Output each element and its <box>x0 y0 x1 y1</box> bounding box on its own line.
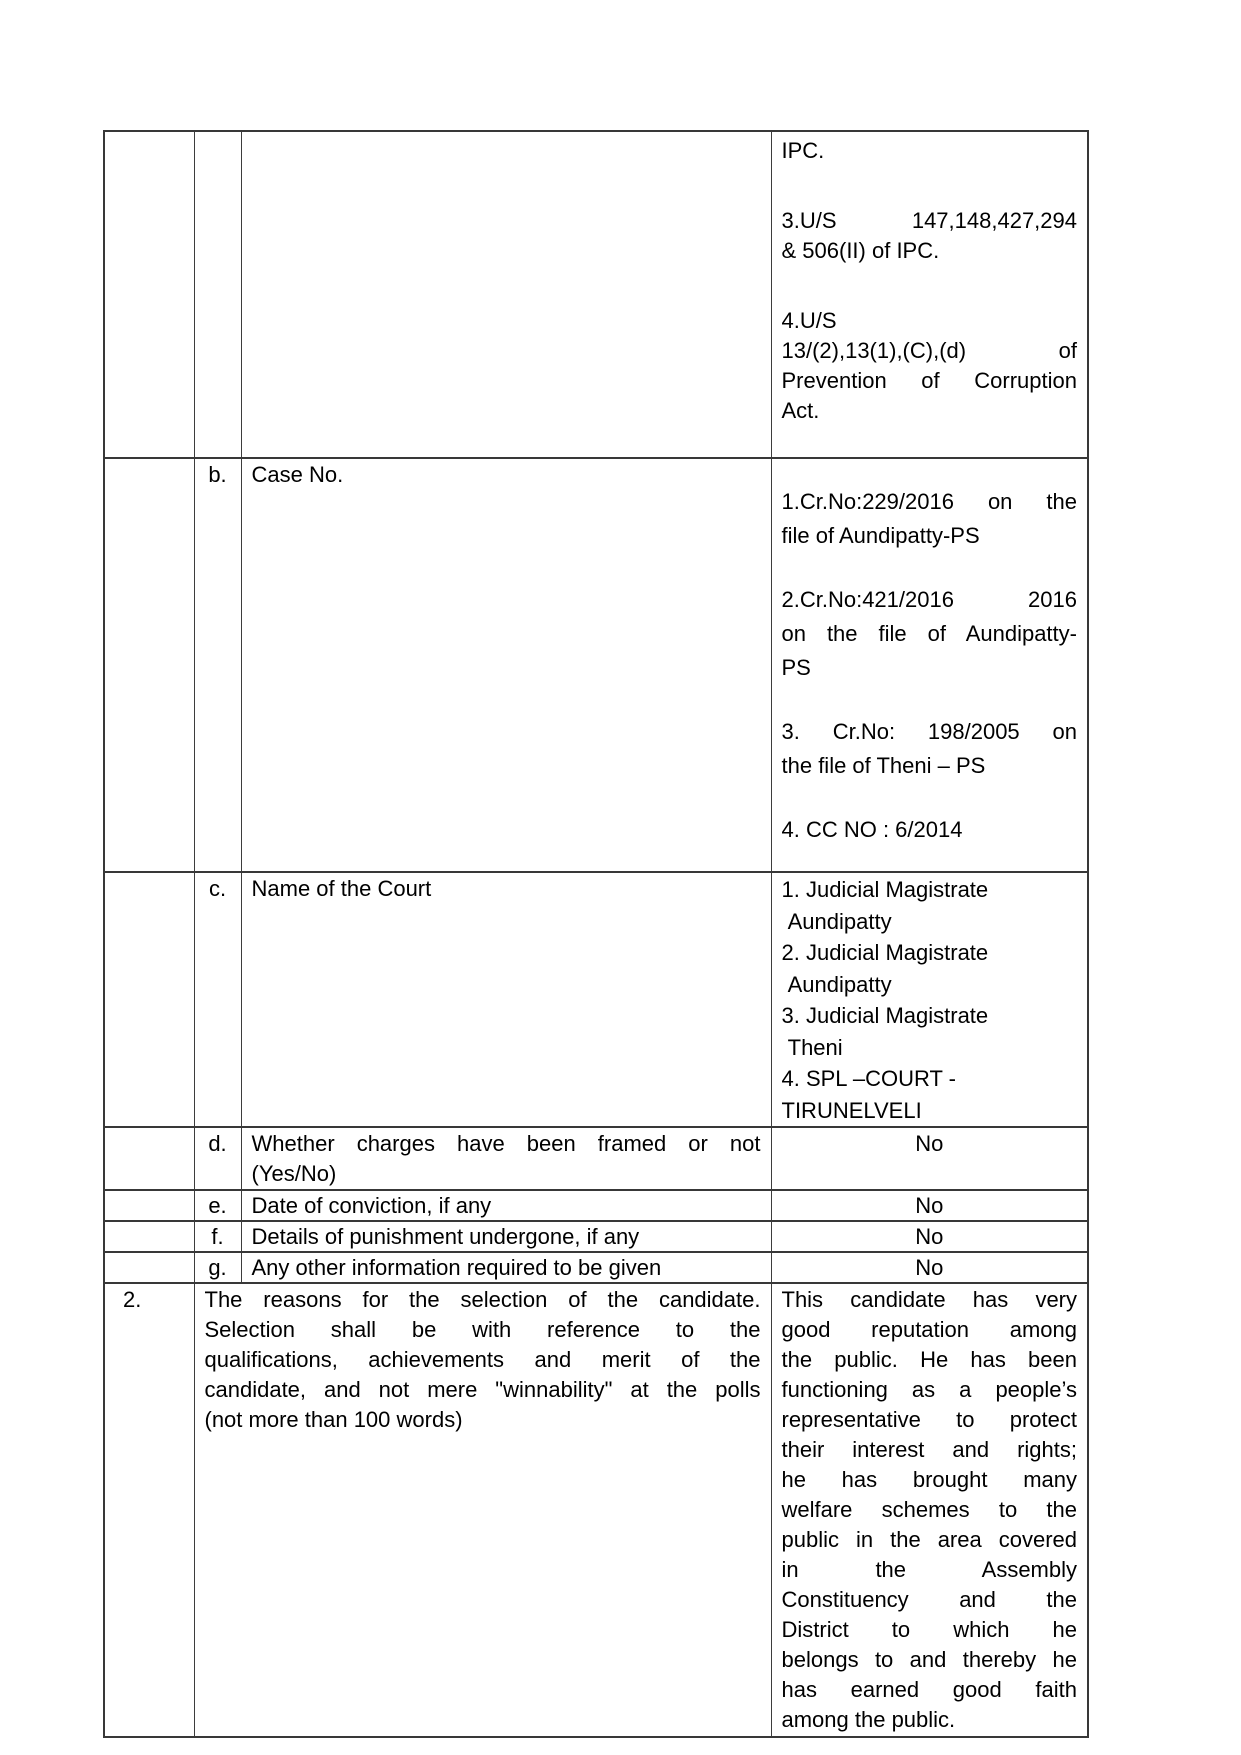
paragraph <box>252 1129 761 1189</box>
row-a-cont-letter-cell <box>194 131 241 458</box>
paragraph <box>252 1192 761 1220</box>
row-2-question-cell <box>194 1283 771 1737</box>
text-line: 3. Judicial Magistrate <box>781 1003 989 1028</box>
paragraph <box>252 1254 761 1282</box>
text-line: has earned good faith <box>781 1677 1077 1702</box>
paragraph <box>782 1192 1078 1220</box>
text-line: 2. Judicial Magistrate <box>781 940 989 965</box>
table-row <box>104 1221 1088 1252</box>
text-line: Selection shall be with reference to the <box>204 1317 761 1342</box>
text-line: 4. CC NO : 6/2014 <box>781 817 963 842</box>
text-line: Name of the Court <box>251 876 432 901</box>
text-line: 1.Cr.No:229/2016 on the <box>781 489 1077 514</box>
row-a-cont-question-cell <box>241 131 771 458</box>
affidavit-table <box>103 130 1089 1738</box>
paragraph <box>782 206 1078 266</box>
row-b-answer-cell <box>771 458 1088 872</box>
text-line: candidate, and not mere "winnability" at the polls <box>204 1377 761 1402</box>
text-line: on the file of Aundipatty- <box>781 621 1077 646</box>
text-line: Prevention of Corruption <box>781 368 1077 393</box>
row-d-answer-cell <box>771 1127 1088 1190</box>
text-line: TIRUNELVELI <box>781 1097 922 1123</box>
row-e-question-cell <box>241 1190 771 1221</box>
text-line: No <box>915 1131 944 1156</box>
row-b-serial-cell <box>104 458 194 872</box>
row-d-question-cell <box>241 1127 771 1190</box>
row-a-cont-answer-cell <box>771 131 1088 458</box>
text-line: Aundipatty <box>781 908 892 934</box>
row-f-answer-cell <box>771 1221 1088 1252</box>
text-line: 2.Cr.No:421/2016 2016 <box>781 587 1077 612</box>
text-line: District to which he <box>781 1617 1077 1642</box>
text-line: 3. Cr.No: 198/2005 on <box>781 719 1077 744</box>
text-line: Date of conviction, if any <box>251 1193 492 1218</box>
paragraph <box>782 813 1078 847</box>
table-row <box>104 131 1088 458</box>
text-line: 3.U/S 147,148,427,294 <box>781 208 1077 233</box>
text-line: 13/(2),13(1),(C),(d) of <box>781 338 1077 363</box>
text-line: No <box>915 1224 944 1249</box>
paragraph <box>782 583 1078 685</box>
paragraph <box>782 715 1078 783</box>
text-line: public in the area covered <box>781 1527 1077 1552</box>
row-2-answer-cell <box>771 1283 1088 1737</box>
row-c-letter-cell: c. <box>194 872 241 1127</box>
table-row <box>104 1252 1088 1283</box>
text-line: Constituency and the <box>781 1587 1077 1612</box>
paragraph <box>782 1223 1078 1251</box>
paragraph <box>782 1129 1078 1159</box>
text-line: & 506(II) of IPC. <box>781 238 940 263</box>
text-line: No <box>915 1193 944 1218</box>
text-line: Details of punishment undergone, if any <box>251 1224 640 1249</box>
row-g-answer-cell <box>771 1252 1088 1283</box>
row-d-letter-cell: d. <box>194 1127 241 1190</box>
paragraph <box>252 874 761 904</box>
table-row <box>104 872 1088 1127</box>
text-line: 4.U/S <box>781 308 837 333</box>
text-line: IPC. <box>781 138 825 163</box>
text-line: (not more than 100 words) <box>204 1407 463 1432</box>
text-line: Any other information required to be given <box>251 1255 662 1280</box>
text-line: Case No. <box>251 462 344 487</box>
row-e-serial-cell <box>104 1190 194 1221</box>
row-e-letter-cell: e. <box>194 1190 241 1221</box>
row-2-serial-cell: 2. <box>104 1283 194 1737</box>
paragraph <box>782 485 1078 553</box>
row-f-question-cell <box>241 1221 771 1252</box>
row-a-cont-serial-cell <box>104 131 194 458</box>
text-line: 4. SPL –COURT - <box>781 1066 956 1091</box>
row-c-answer-cell <box>771 872 1088 1127</box>
text-line: representative to protect <box>781 1407 1077 1432</box>
text-line: PS <box>781 655 811 680</box>
text-line: in the Assembly <box>781 1557 1077 1582</box>
text-line: Act. <box>781 398 820 423</box>
row-g-serial-cell <box>104 1252 194 1283</box>
row-f-serial-cell <box>104 1221 194 1252</box>
text-line: belongs to and thereby he <box>781 1647 1077 1672</box>
text-line: functioning as a people’s <box>781 1377 1077 1402</box>
text-line: good reputation among <box>781 1317 1077 1342</box>
text-line: (Yes/No) <box>251 1161 337 1186</box>
paragraph <box>782 306 1078 426</box>
text-line: No <box>915 1255 944 1280</box>
row-b-question-cell <box>241 458 771 872</box>
text-line: This candidate has very <box>781 1287 1077 1312</box>
table-row <box>104 458 1088 872</box>
row-c-serial-cell <box>104 872 194 1127</box>
text-line: The reasons for the selection of the candidate. <box>204 1287 761 1312</box>
paragraph <box>782 1254 1078 1282</box>
paragraph <box>782 874 1078 1126</box>
row-g-letter-cell: g. <box>194 1252 241 1283</box>
text-line: welfare schemes to the <box>781 1497 1077 1522</box>
text-line: the file of Theni – PS <box>781 753 986 778</box>
table-row <box>104 1190 1088 1221</box>
table-row <box>104 1127 1088 1190</box>
text-line: file of Aundipatty-PS <box>781 523 980 548</box>
text-line: Whether charges have been framed or not <box>251 1131 761 1156</box>
row-g-question-cell <box>241 1252 771 1283</box>
row-c-question-cell <box>241 872 771 1127</box>
paragraph <box>205 1285 761 1435</box>
table-row <box>104 1283 1088 1737</box>
paragraph <box>252 1223 761 1251</box>
paragraph <box>252 460 761 490</box>
row-b-letter-cell: b. <box>194 458 241 872</box>
paragraph <box>782 136 1078 166</box>
text-line: Aundipatty <box>781 971 892 997</box>
text-line: qualifications, achievements and merit of the <box>204 1347 761 1372</box>
row-f-letter-cell: f. <box>194 1221 241 1252</box>
text-line: Theni <box>781 1034 843 1060</box>
row-d-serial-cell <box>104 1127 194 1190</box>
text-line: the public. He has been <box>781 1347 1077 1372</box>
paragraph <box>782 1285 1078 1735</box>
text-line: 1. Judicial Magistrate <box>781 877 989 902</box>
text-line: among the public. <box>781 1707 956 1732</box>
text-line: their interest and rights; <box>781 1437 1077 1462</box>
row-e-answer-cell <box>771 1190 1088 1221</box>
text-line: he has brought many <box>781 1467 1077 1492</box>
